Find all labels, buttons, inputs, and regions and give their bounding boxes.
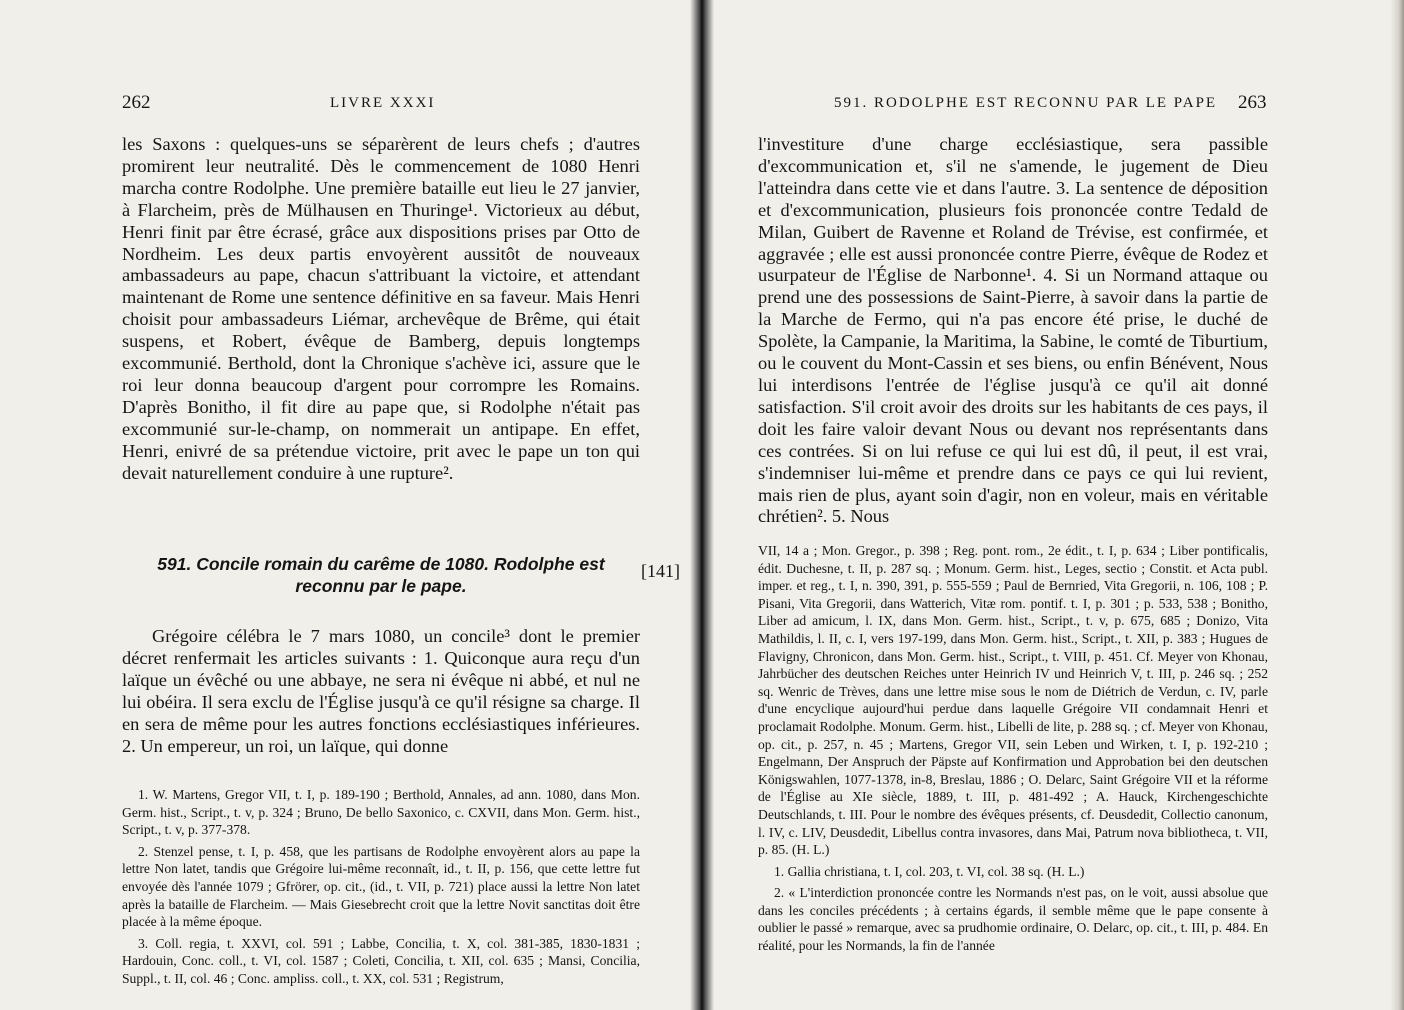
footnote-divider	[758, 533, 1268, 534]
paragraph: Grégoire célébra le 7 mars 1080, un concile³ dont le premier décret renfermait les articles suivants : 1. Quiconque aura reçu d'un laïque un évêché ou une abbaye, ne sera ni évêque ni abbé, et nul ne lui obéira. Il sera exclu de l'Église jusqu'à ce qu'il résigne sa charge. Il en sera de même pour les autres fonctions ecclésiastiques inférieures. 2. Un empereur, un roi, un laïque, qui donne	[122, 626, 640, 756]
book-gutter	[690, 0, 714, 1010]
footnote: 1. Gallia christiana, t. I, col. 203, t. VI, col. 38 sq. (H. L.)	[774, 863, 1085, 879]
footnote: 3. Coll. regia, t. XXVI, col. 591 ; Labbe, Concilia, t. X, col. 381-385, 1830-1831 ; Hardouin, Conc. coll., t. VI, col. 1587 ; Coleti, Concilia, t. XII, col. 635 ; Mansi, Concilia, Suppl., t. II, col. 46 ; Conc. ampliss. coll., t. XX, col. 531 ; Registrum,	[122, 935, 640, 986]
footnotes	[758, 542, 1268, 959]
page-number: 262	[122, 92, 151, 113]
body-text-top	[122, 134, 640, 485]
footnotes	[122, 786, 640, 992]
section-title: 591. Concile romain du carême de 1080. Rodolphe est reconnu par le pape.	[157, 554, 605, 596]
page-edge	[1390, 0, 1404, 1010]
running-head: 591. RODOLPHE EST RECONNU PAR LE PAPE	[834, 95, 1218, 111]
body-text-bottom	[122, 626, 640, 757]
running-head: LIVRE XXXI	[330, 95, 436, 111]
left-page	[0, 0, 700, 1010]
footnote: 2. Stenzel pense, t. I, p. 458, que les partisans de Rodolphe envoyèrent alors au pape la lettre Non latet, tandis que Grégoire lui-même reconnaît, id., t. II, p. 156, que cette lettre fut envoyée dès l'année 1079 ; Gfrörer, op. cit., (id., t. VII, p. 721) place aussi la lettre Non latet après la bataille de Flarcheim. — Mais Giesebrecht croit que la lettre Novit sanctitas doit être placée à la même époque.	[122, 843, 640, 930]
page-number: 263	[1238, 92, 1267, 113]
footnote: 2. « L'interdiction prononcée contre les Normands n'est pas, on le voit, aussi absolue que dans les conciles précédents ; à certains égards, il semble même que le pape consente à oublier le passé » remarque, avec sa prudhomie ordinaire, O. Delarc, op. cit., t. III, p. 484. En réalité, pour les Normands, la fin de l'année	[758, 885, 1268, 954]
margin-page-ref: [141]	[641, 561, 680, 581]
footnote: 1. W. Martens, Gregor VII, t. I, p. 189-190 ; Berthold, Annales, ad ann. 1080, dans Mon. Germ. hist., Script., t. v, p. 324 ; Bruno, De bello Saxonico, c. CXVII, dans Mon. Germ. hist., Script., t. v, p. 377-378.	[122, 787, 640, 838]
right-page	[704, 0, 1404, 1010]
paragraph: les Saxons : quelques-uns se séparèrent de leurs chefs ; d'autres promirent leur neutralité. Dès le commencement de 1080 Henri marcha contre Rodolphe. Une première bataille eut lieu le 27 janvier, à Flarcheim, près de Mülhausen en Thuringe¹. Victorieux au début, Henri finit par être écrasé, grâce aux dispositions prises par Otto de Nordheim. Les deux partis envoyèrent aussitôt de nouveaux ambassadeurs au pape, chacun s'attribuant la victoire, et attendant maintenant de Rome une sentence définitive en sa faveur. Mais Henri choisit pour ambassadeurs Liémar, archevêque de Brême, qui était suspens, et Robert, évêque de Bamberg, depuis longtemps excommunié. Berthold, dont la Chronique s'achève ici, assure que le roi leur donna beaucoup d'argent pour corrompre les Romains. D'après Bonitho, il fit dire au pape que, si Rodolphe n'était pas excommunié sur-le-champ, on nommerait un antipape. En effet, Henri, enivré de sa prétendue victoire, prit avec le pape un ton qui devait naturellement conduire à une rupture².	[122, 134, 640, 483]
body-text	[758, 134, 1268, 528]
paragraph: l'investiture d'une charge ecclésiastique, sera passible d'excommunication et, s'il ne s'amende, le jugement de Dieu l'atteindra dans cette vie et dans l'autre. 3. La sentence de déposition et d'excommunication, plusieurs fois prononcée contre Tedald de Milan, Guibert de Ravenne et Roland de Trévise, est confirmée, et aggravée ; elle est aussi prononcée contre Pierre, évêque de Rodez et usurpateur de l'Église de Narbonne¹. 4. Si un Normand attaque ou prend une des possessions de Saint-Pierre, à savoir dans la partie de la Marche de Fermo, qui n'a pas encore été prise, le duché de Spolète, la Campanie, la Maritima, la Sabine, le comté de Tiburtium, ou le couvent du Mont-Cassin et ses biens, ou enfin Bénévent, Nous lui interdisons l'entrée de l'église jusqu'à ce qu'il ait donné satisfaction. S'il croit avoir des droits sur les habitants de ces pays, il doit les faire valoir devant Nous ou devant nos représentants dans ces contrées. Si on lui refuse ce qui lui est dû, il peut, il est vrai, s'indemniser lui-même et prendre dans ce pays ce qui lui revient, mais rien de plus, ayant soin d'agir, non en voleur, mais en véritable chrétien². 5. Nous	[758, 134, 1268, 527]
footnote-continued: VII, 14 a ; Mon. Gregor., p. 398 ; Reg. pont. rom., 2e édit., t. I, p. 634 ; Liber pontificalis, édit. Duchesne, t. II, p. 287 sq. ; Monum. Germ. hist., Leges, sectio ; Constit. et Acta publ. imper. et reg., t. I, n. 390, 391, p. 555-559 ; Paul de Bernried, Vita Gregorii, n. 106, 108 ; P. Pisani, Vita Gregorii, dans Watterich, Vitæ rom. pontif. t. I, p. 301 ; p. 533, 538 ; Bonitho, Liber ad amicum, l. IX, dans Mon. Germ. hist., Script., t. v, p. 675, 685 ; Donizo, Vita Mathildis, l. II, c. I, vers 197-199, dans Mon. Germ. hist., Script., t. XII, p. 383 ; Hugues de Flavigny, Chronicon, dans Mon. Germ. hist., Script., t. VIII, p. 451. Cf. Meyer von Khonau, Jahrbücher des deutschen Reiches unter Heinrich IV und Heinrich V, t. III, p. 246 sq. ; 252 sq. Wenric de Trèves, dans une lettre mise sous le nom de Diétrich de Verdun, c. IV, parle d'une encyclique aujourd'hui perdue dans laquelle Grégoire VII condamnait Henri et proclamait Rodolphe. Monum. Germ. hist., Libelli de lite, p. 288 sq. ; cf. Meyer von Khonau, op. cit., p. 257, n. 45 ; Martens, Gregor VII, sein Leben und Wirken, t. I, p. 192-210 ; Engelmann, Der Anspruch der Päpste auf Konfirmation und Approbation bei den deutschen Königswahlen, 1077-1378, in-8, Breslau, 1886 ; O. Delarc, Saint Grégoire VII et la réforme de l'Église au XIe siècle, 1889, t. III, p. 481-492 ; A. Hauck, Kirchengeschichte Deutschlands, t. III. Pour le nombre des évêques présents, cf. Deusdedit, Collectio canonum, l. IV, c. LIV, Deusdedit, Libellus contra invasores, dans Mai, Patrum nova bibliotheca, t. VII, p. 85. (H. L.)	[758, 543, 1268, 858]
